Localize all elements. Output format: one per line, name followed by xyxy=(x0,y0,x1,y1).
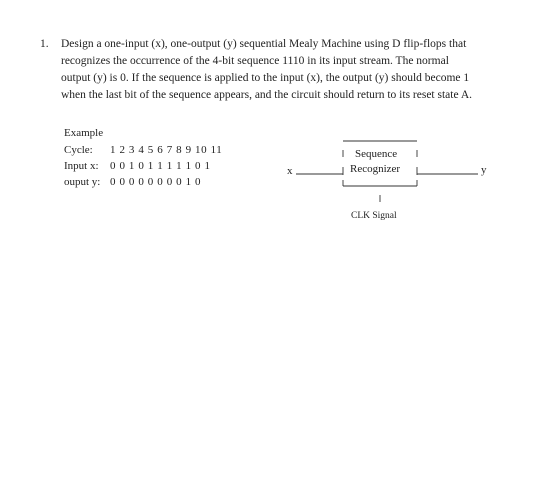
output-y-label: y xyxy=(481,164,487,176)
output-label: ouput y: xyxy=(64,176,101,188)
problem-line-2: recognizes the occurrence of the 4-bit sequence 1110 in its input stream. The normal xyxy=(61,55,449,67)
cycle-values: 1 2 3 4 5 6 7 8 9 10 11 xyxy=(110,144,223,156)
example-heading: Example xyxy=(64,127,104,139)
box-label-line-2: Recognizer xyxy=(350,163,401,175)
problem-line-3: output (y) is 0. If the sequence is applied to the input (x), the output (y) should become 1 xyxy=(61,72,470,84)
cycle-label: Cycle: xyxy=(64,144,93,156)
clock-label: CLK Signal xyxy=(351,211,397,221)
input-x-label: x xyxy=(287,165,293,177)
problem-line-1: Design a one-input (x), one-output (y) sequential Mealy Machine using D flip-flops that xyxy=(61,38,467,50)
problem-number: 1. xyxy=(40,38,49,50)
input-values: 0 0 1 0 1 1 1 1 1 0 1 xyxy=(110,160,211,172)
box-label-line-1: Sequence xyxy=(355,148,398,160)
output-values: 0 0 0 0 0 0 0 0 1 0 xyxy=(110,176,202,188)
diagram-lines xyxy=(280,130,520,230)
problem-line-4: when the last bit of the sequence appears, and the circuit should return to its reset state A. xyxy=(61,89,473,101)
block-diagram xyxy=(280,130,520,230)
input-label: Input x: xyxy=(64,160,99,172)
